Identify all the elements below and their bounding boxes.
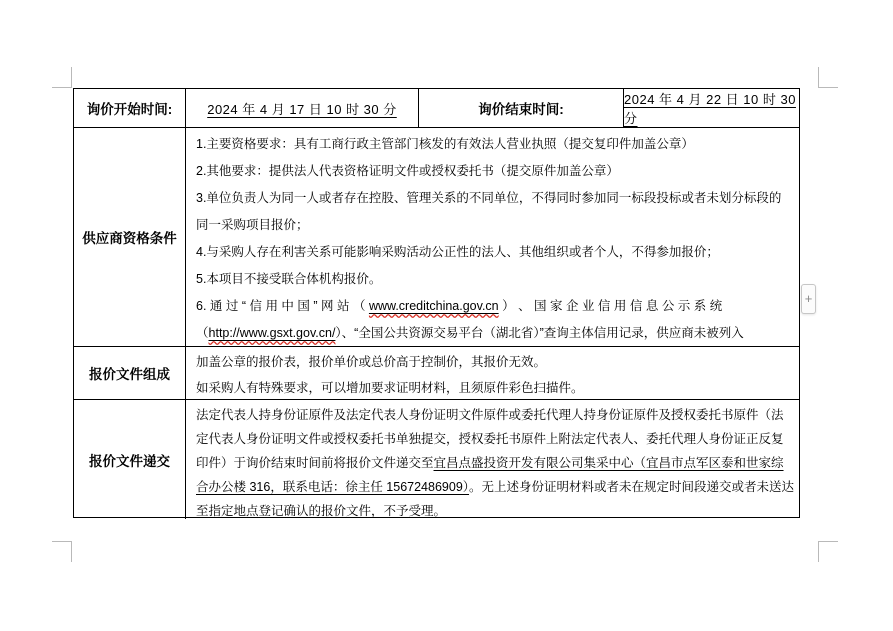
- url-creditchina[interactable]: [369, 299, 499, 313]
- text-line: [196, 239, 793, 266]
- text-line: [196, 320, 793, 346]
- row-label: 报价文件组成: [74, 347, 186, 399]
- inquiry-end-time-value-cell: [624, 89, 799, 127]
- text-line: [196, 349, 793, 375]
- text-segment: 同一采购项目报价；: [196, 218, 309, 232]
- url-gsxt[interactable]: [209, 326, 336, 340]
- inquiry-end-time-value: 2024 年 4 月 22 日 10 时 30 分: [624, 92, 796, 126]
- text-line: [196, 158, 793, 185]
- inquiry-time-row: [74, 89, 799, 128]
- crop-mark-bottom-left-icon: [52, 541, 72, 562]
- inquiry-start-time-label: 询价开始时间:: [74, 89, 186, 127]
- crop-mark-bottom-right-icon: [818, 541, 838, 562]
- row-content: [186, 400, 799, 519]
- crop-mark-top-left-icon: [52, 67, 72, 88]
- row-label: 供应商资格条件: [74, 128, 186, 346]
- inquiry-start-time-value: 2024 年 4 月 17 日 10 时 30 分: [207, 101, 397, 117]
- text-segment: 1.主要资格要求：具有工商行政主管部门核发的有效法人营业执照（提交复印件加盖公章）: [196, 137, 694, 151]
- text-line: [196, 293, 793, 320]
- table-row: [74, 128, 799, 346]
- text-line: [196, 185, 793, 212]
- text-line: [196, 475, 793, 499]
- inquiry-start-time-value-cell: [186, 89, 419, 127]
- text-segment: 至指定地点登记确认的报价文件，不予受理。: [196, 504, 447, 518]
- row-label: 报价文件递交: [74, 400, 186, 519]
- table-add-handle-button[interactable]: +: [801, 284, 816, 314]
- text-line: [196, 266, 793, 293]
- text-line: [196, 427, 793, 451]
- text-line: [196, 375, 793, 399]
- text-segment: 印件）于询价结束时间前将报价文件递交至: [196, 456, 434, 470]
- underlined-text: 宜昌点盛投资开发有限公司集采中心（宜昌市点军区泰和世家综: [433, 456, 784, 470]
- text-line: [196, 131, 793, 158]
- text-segment: ）、“全国公共资源交易平台（湖北省）”查询主体信用记录，供应商未被列入: [335, 326, 744, 340]
- spellcheck-wavy-underline: http://www.gsxt.gov.cn/: [208, 326, 336, 340]
- row-content: [186, 347, 799, 399]
- text-line: [196, 403, 793, 427]
- text-segment: 如采购人有特殊要求，可以增加要求证明材料，且须原件彩色扫描件。: [196, 381, 584, 395]
- crop-mark-top-right-icon: [818, 67, 838, 88]
- table-row: [74, 346, 799, 399]
- text-segment: （: [196, 326, 209, 340]
- table-row: [74, 399, 799, 519]
- text-segment: 4.与采购人存在利害关系可能影响采购活动公正性的法人、其他组织或者个人，不得参加报价；: [196, 245, 719, 259]
- text-segment: 。无上述身份证明材料或者未在规定时间段递交或者未送达: [469, 480, 795, 494]
- text-segment: 加盖公章的报价表，报价单价或总价高于控制价，其报价无效。: [196, 355, 547, 369]
- underlined-text: 合办公楼 316，联系电话：徐主任 15672486909）: [196, 480, 470, 494]
- text-line: [196, 451, 793, 475]
- text-segment: 6. 通 过 “ 信 用 中 国 ” 网 站 （: [196, 299, 369, 313]
- text-segment: 5.本项目不接受联合体机构报价。: [196, 272, 382, 286]
- row-content: [186, 128, 799, 346]
- text-segment: ） 、 国 家 企 业 信 用 信 息 公 示 系 统: [498, 299, 723, 313]
- text-segment: 定代表人身份证明文件或授权委托书单独提交，授权委托书原件上附法定代表人、委托代理人身份证正反复: [196, 432, 784, 446]
- spellcheck-wavy-underline: www.creditchina.gov.cn: [368, 299, 499, 313]
- text-segment: 2.其他要求：提供法人代表资格证明文件或授权委托书（提交原件加盖公章）: [196, 164, 619, 178]
- inquiry-table: [73, 88, 800, 518]
- text-segment: 3.单位负责人为同一人或者存在控股、管理关系的不同单位，不得同时参加同一标段投标或者未划分标段的: [196, 191, 782, 205]
- text-line: [196, 499, 793, 519]
- text-segment: 法定代表人持身份证原件及法定代表人身份证明文件原件或委托代理人持身份证原件及授权委托书原件（法: [196, 408, 784, 422]
- inquiry-end-time-label: 询价结束时间:: [419, 89, 624, 127]
- text-line: [196, 212, 793, 239]
